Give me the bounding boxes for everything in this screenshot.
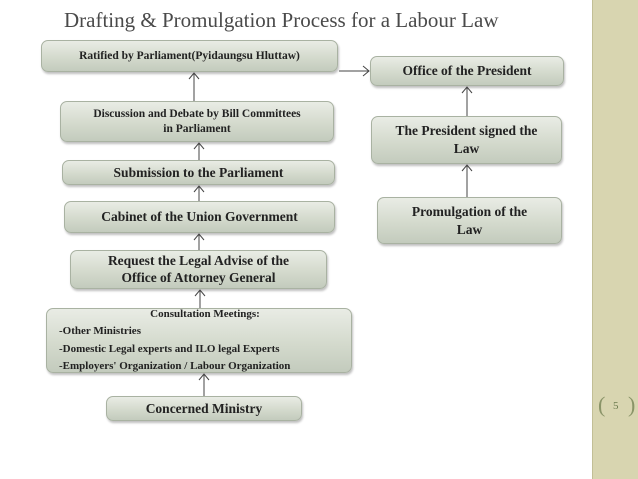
request-label-line2: Office of Attorney General [121,269,276,285]
consultation-item: -Other Ministries [59,325,141,338]
cabinet-label: Cabinet of the Union Government [101,209,298,225]
promulgation-label-line1: Promulgation of the [411,203,528,219]
arrow-up-icon [199,374,209,396]
president-signed-label-line1: The President signed the [395,123,538,139]
arrow-right-icon [339,66,369,76]
consultation-item: -Domestic Legal experts and ILO legal Experts [59,342,280,355]
discussion-label-line1: Discussion and Debate by Bill Committees [93,107,301,120]
discussion-label-line2: in Parliament [163,122,231,135]
promulgation-label-line2: Law [456,221,483,237]
arrow-up-icon [462,165,472,197]
president-signed-label-line2: Law [453,141,480,156]
arrow-up-icon [194,143,204,160]
page-number: 5 [613,400,619,412]
request-label-line1: Request the Legal Advise of the [107,252,290,268]
consultation-item: -Employers' Organization / Labour Organization [59,359,291,372]
submission-label: Submission to the Parliament [113,164,284,180]
slide-title: Drafting & Promulgation Process for a Labour Law [64,8,499,32]
arrow-up-icon [195,290,205,308]
consultation-title: Consultation Meetings: [150,308,260,321]
arrow-up-icon [462,87,472,116]
bracket-left-icon: ( [598,392,606,417]
arrow-up-icon [189,73,199,101]
ratified-label: Ratified by Parliament(Pyidaungsu Hluttaw) [79,49,300,62]
arrow-up-icon [194,234,204,250]
bracket-right-icon: ) [628,392,636,417]
concerned-ministry-label: Concerned Ministry [145,400,263,416]
page-number-badge [596,394,638,418]
office-of-president-label: Office of the President [402,63,532,79]
arrow-up-icon [194,186,204,201]
